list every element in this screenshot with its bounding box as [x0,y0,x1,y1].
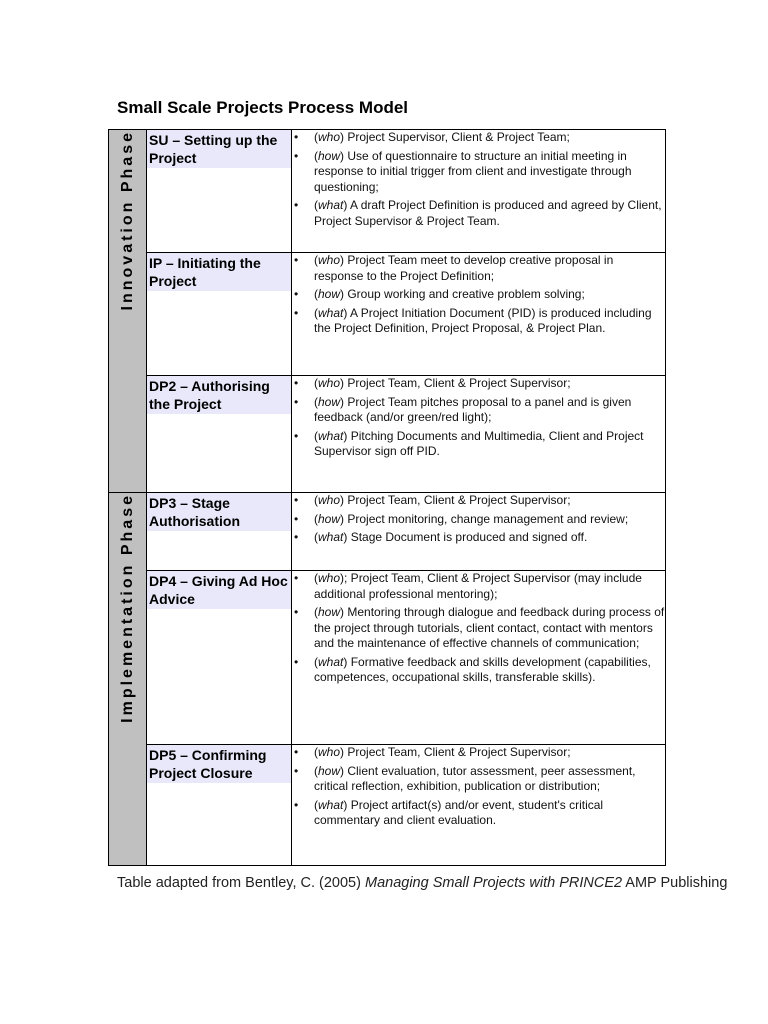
list-item: • (what) Pitching Documents and Multimedia, Client and Project Supervisor sign off PID. [294,428,644,458]
description-cell [292,493,666,571]
stage-cell [147,745,292,866]
list-item: • (who) Project Team, Client & Project Supervisor; [294,745,571,759]
description-cell [292,571,666,745]
stage-name: DP3 – Stage Authorisation [147,493,291,531]
bullet-list [292,253,665,337]
page-title: Small Scale Projects Process Model [117,98,409,117]
table-row [109,493,666,571]
bullet-list [292,376,665,460]
list-item: • (how) Client evaluation, tutor assessment, peer assessment, critical reflection, exhibition, publication or distribution; [294,763,636,793]
list-item: • (what) Formative feedback and skills development (capabilities, competences, occupational skills, transferable skills). [294,654,651,684]
description-cell [292,745,666,866]
stage-cell [147,376,292,493]
list-item: • (how) Project monitoring, change management and review; [294,511,629,526]
stage-cell [147,493,292,571]
description-cell [292,376,666,493]
table-row [109,253,666,376]
list-item: • (how) Use of questionnaire to structure an initial meeting in response to initial trigger from client and investigate through questioning; [294,148,632,194]
stage-cell [147,571,292,745]
list-item: • (what) Stage Document is produced and signed off. [294,530,588,544]
bullet-list [292,493,665,546]
bullet-list [292,745,665,829]
stage-name: DP4 – Giving Ad Hoc Advice [147,571,291,609]
list-item: • (what) A Project Initiation Document (PID) is produced including the Project Definition, Project Proposal, & Project Plan. [294,305,652,335]
bullet-list [292,571,665,686]
table-row [109,130,666,253]
stage-name: IP – Initiating the Project [147,253,291,291]
phase-label: Innovation Phase [118,130,136,311]
bullet-list [292,130,665,229]
list-item: • (who) Project Supervisor, Client & Project Team; [294,130,570,144]
list-item: • (how) Group working and creative problem solving; [294,287,585,301]
list-item: • (who); Project Team, Client & Project Supervisor (may include additional professional mentoring); [294,571,642,601]
description-cell [292,253,666,376]
table-row [109,571,666,745]
stage-cell [147,130,292,253]
list-item: • (who) Project Team, Client & Project Supervisor; [294,376,571,390]
phase-label: Implementation Phase [118,493,136,723]
list-item: • (what) Project artifact(s) and/or event, student's critical commentary and client evaluation. [294,797,604,827]
phase-cell-innovation [109,130,147,493]
phase-cell-implementation [109,493,147,866]
list-item: • (who) Project Team, Client & Project Supervisor; [294,493,571,507]
table-row [109,376,666,493]
list-item: • (what) A draft Project Definition is produced and agreed by Client, Project Supervisor & Project Team. [294,198,662,228]
list-item: • (how) Mentoring through dialogue and feedback during process of the project through tutorials, client contact, contact with mentors and the maintenance of effective channels of communication; [294,605,665,650]
stage-name: DP5 – Confirming Project Closure [147,745,291,783]
stage-cell [147,253,292,376]
list-item: • (how) Project Team pitches proposal to a panel and is given feedback (and/or green/red light); [294,394,632,424]
description-cell [292,130,666,253]
stage-name: SU – Setting up the Project [147,130,291,168]
table-row [109,745,666,866]
stage-name: DP2 – Authorising the Project [147,376,291,414]
table-caption: Table adapted from Bentley, C. (2005) Managing Small Projects with PRINCE2 AMP Publishing [117,875,728,891]
list-item: • (who) Project Team meet to develop creative proposal in response to the Project Definition; [294,253,614,283]
process-model-table [108,129,666,866]
